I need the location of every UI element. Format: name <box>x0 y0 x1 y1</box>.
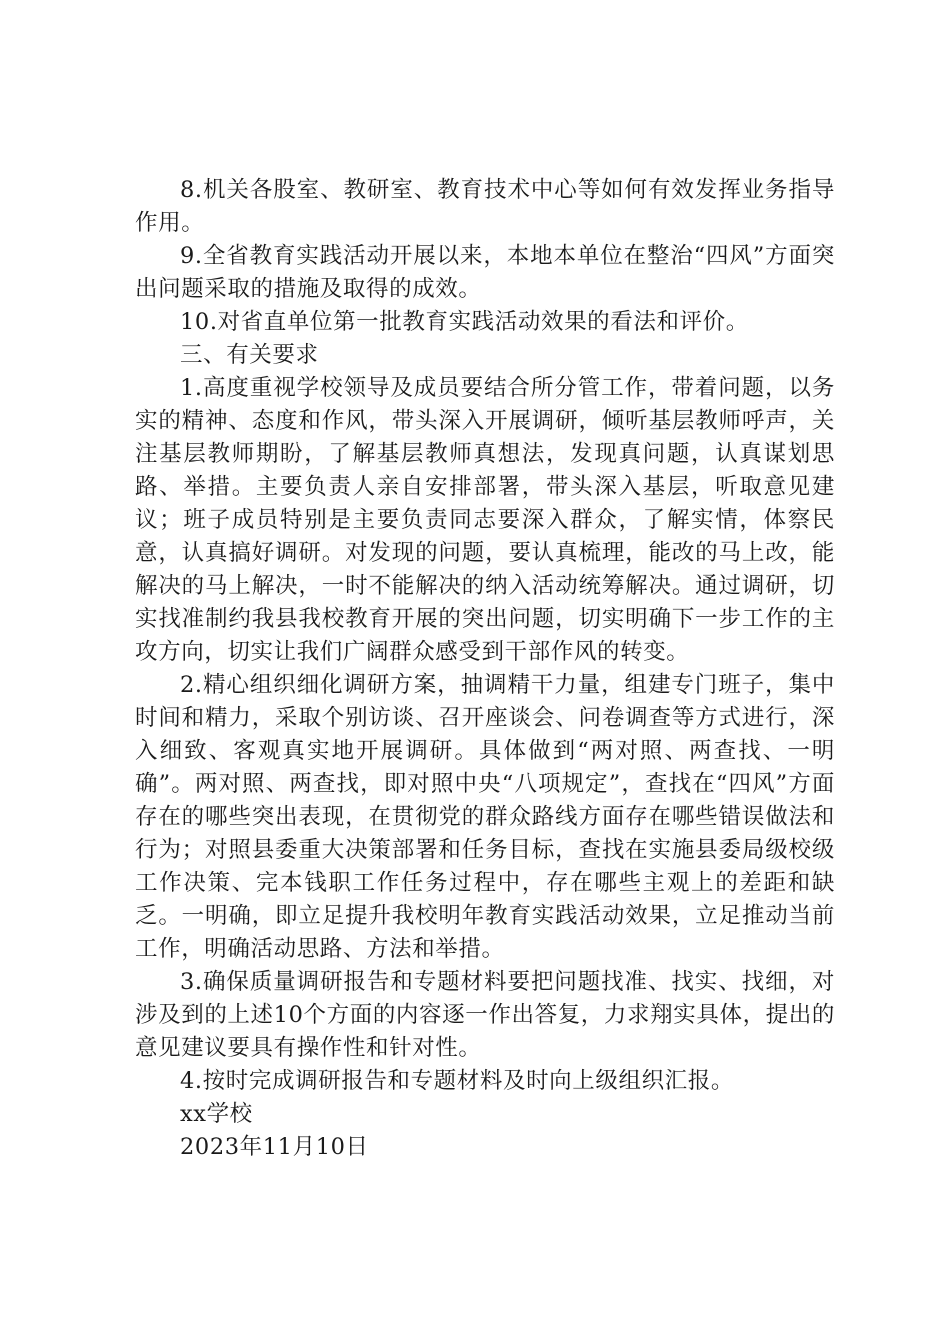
paragraph-item-9: 9.全省教育实践活动开展以来，本地本单位在整治“四风”方面突出问题采取的措施及取得的成效。 <box>135 243 835 302</box>
requirement-3: 3.确保质量调研报告和专题材料要把问题找准、找实、找细，对涉及到的上述10个方面的内容逐一作出答复，力求翔实具体，提出的意见建议要具有操作性和针对性。 <box>135 969 835 1061</box>
document-body <box>135 174 835 1164</box>
requirement-2: 2.精心组织细化调研方案，抽调精干力量，组建专门班子，集中时间和精力，采取个别访谈、召开座谈会、问卷调查等方式进行，深入细致、客观真实地开展调研。具体做到“两对照、两查找、一明确”。两对照、两查找，即对照中央“八项规定”，查找在“四风”方面存在的哪些突出表现，在贯彻党的群众路线方面存在哪些错误做法和行为；对照县委重大决策部署和任务目标，查找在实施县委局级校级工作决策、完本钱职工作任务过程中，存在哪些主观上的差距和缺乏。一明确，即立足提升我校明年教育实践活动效果，立足推动当前工作，明确活动思路、方法和举措。 <box>135 672 835 962</box>
signature-school: xx学校 <box>180 1101 253 1127</box>
requirement-1: 1.高度重视学校领导及成员要结合所分管工作，带着问题，以务实的精神、态度和作风，带头深入开展调研，倾听基层教师呼声，关注基层教师期盼，了解基层教师真想法，发现真问题，认真谋划思路、举措。主要负责人亲自安排部署，带头深入基层，听取意见建议；班子成员特别是主要负责同志要深入群众，了解实情，体察民意，认真搞好调研。对发现的问题，要认真梳理，能改的马上改，能解决的马上解决，一时不能解决的纳入活动统筹解决。通过调研，切实找准制约我县我校教育开展的突出问题，切实明确下一步工作的主攻方向，切实让我们广阔群众感受到干部作风的转变。 <box>135 375 835 665</box>
signature-date: 2023年11月10日 <box>180 1134 369 1160</box>
section-heading-requirements: 三、有关要求 <box>180 342 319 368</box>
requirement-4: 4.按时完成调研报告和专题材料及时向上级组织汇报。 <box>180 1068 734 1094</box>
paragraph-item-10: 10.对省直单位第一批教育实践活动效果的看法和评价。 <box>180 309 749 335</box>
paragraph-item-8: 8.机关各股室、教研室、教育技术中心等如何有效发挥业务指导作用。 <box>135 177 835 236</box>
